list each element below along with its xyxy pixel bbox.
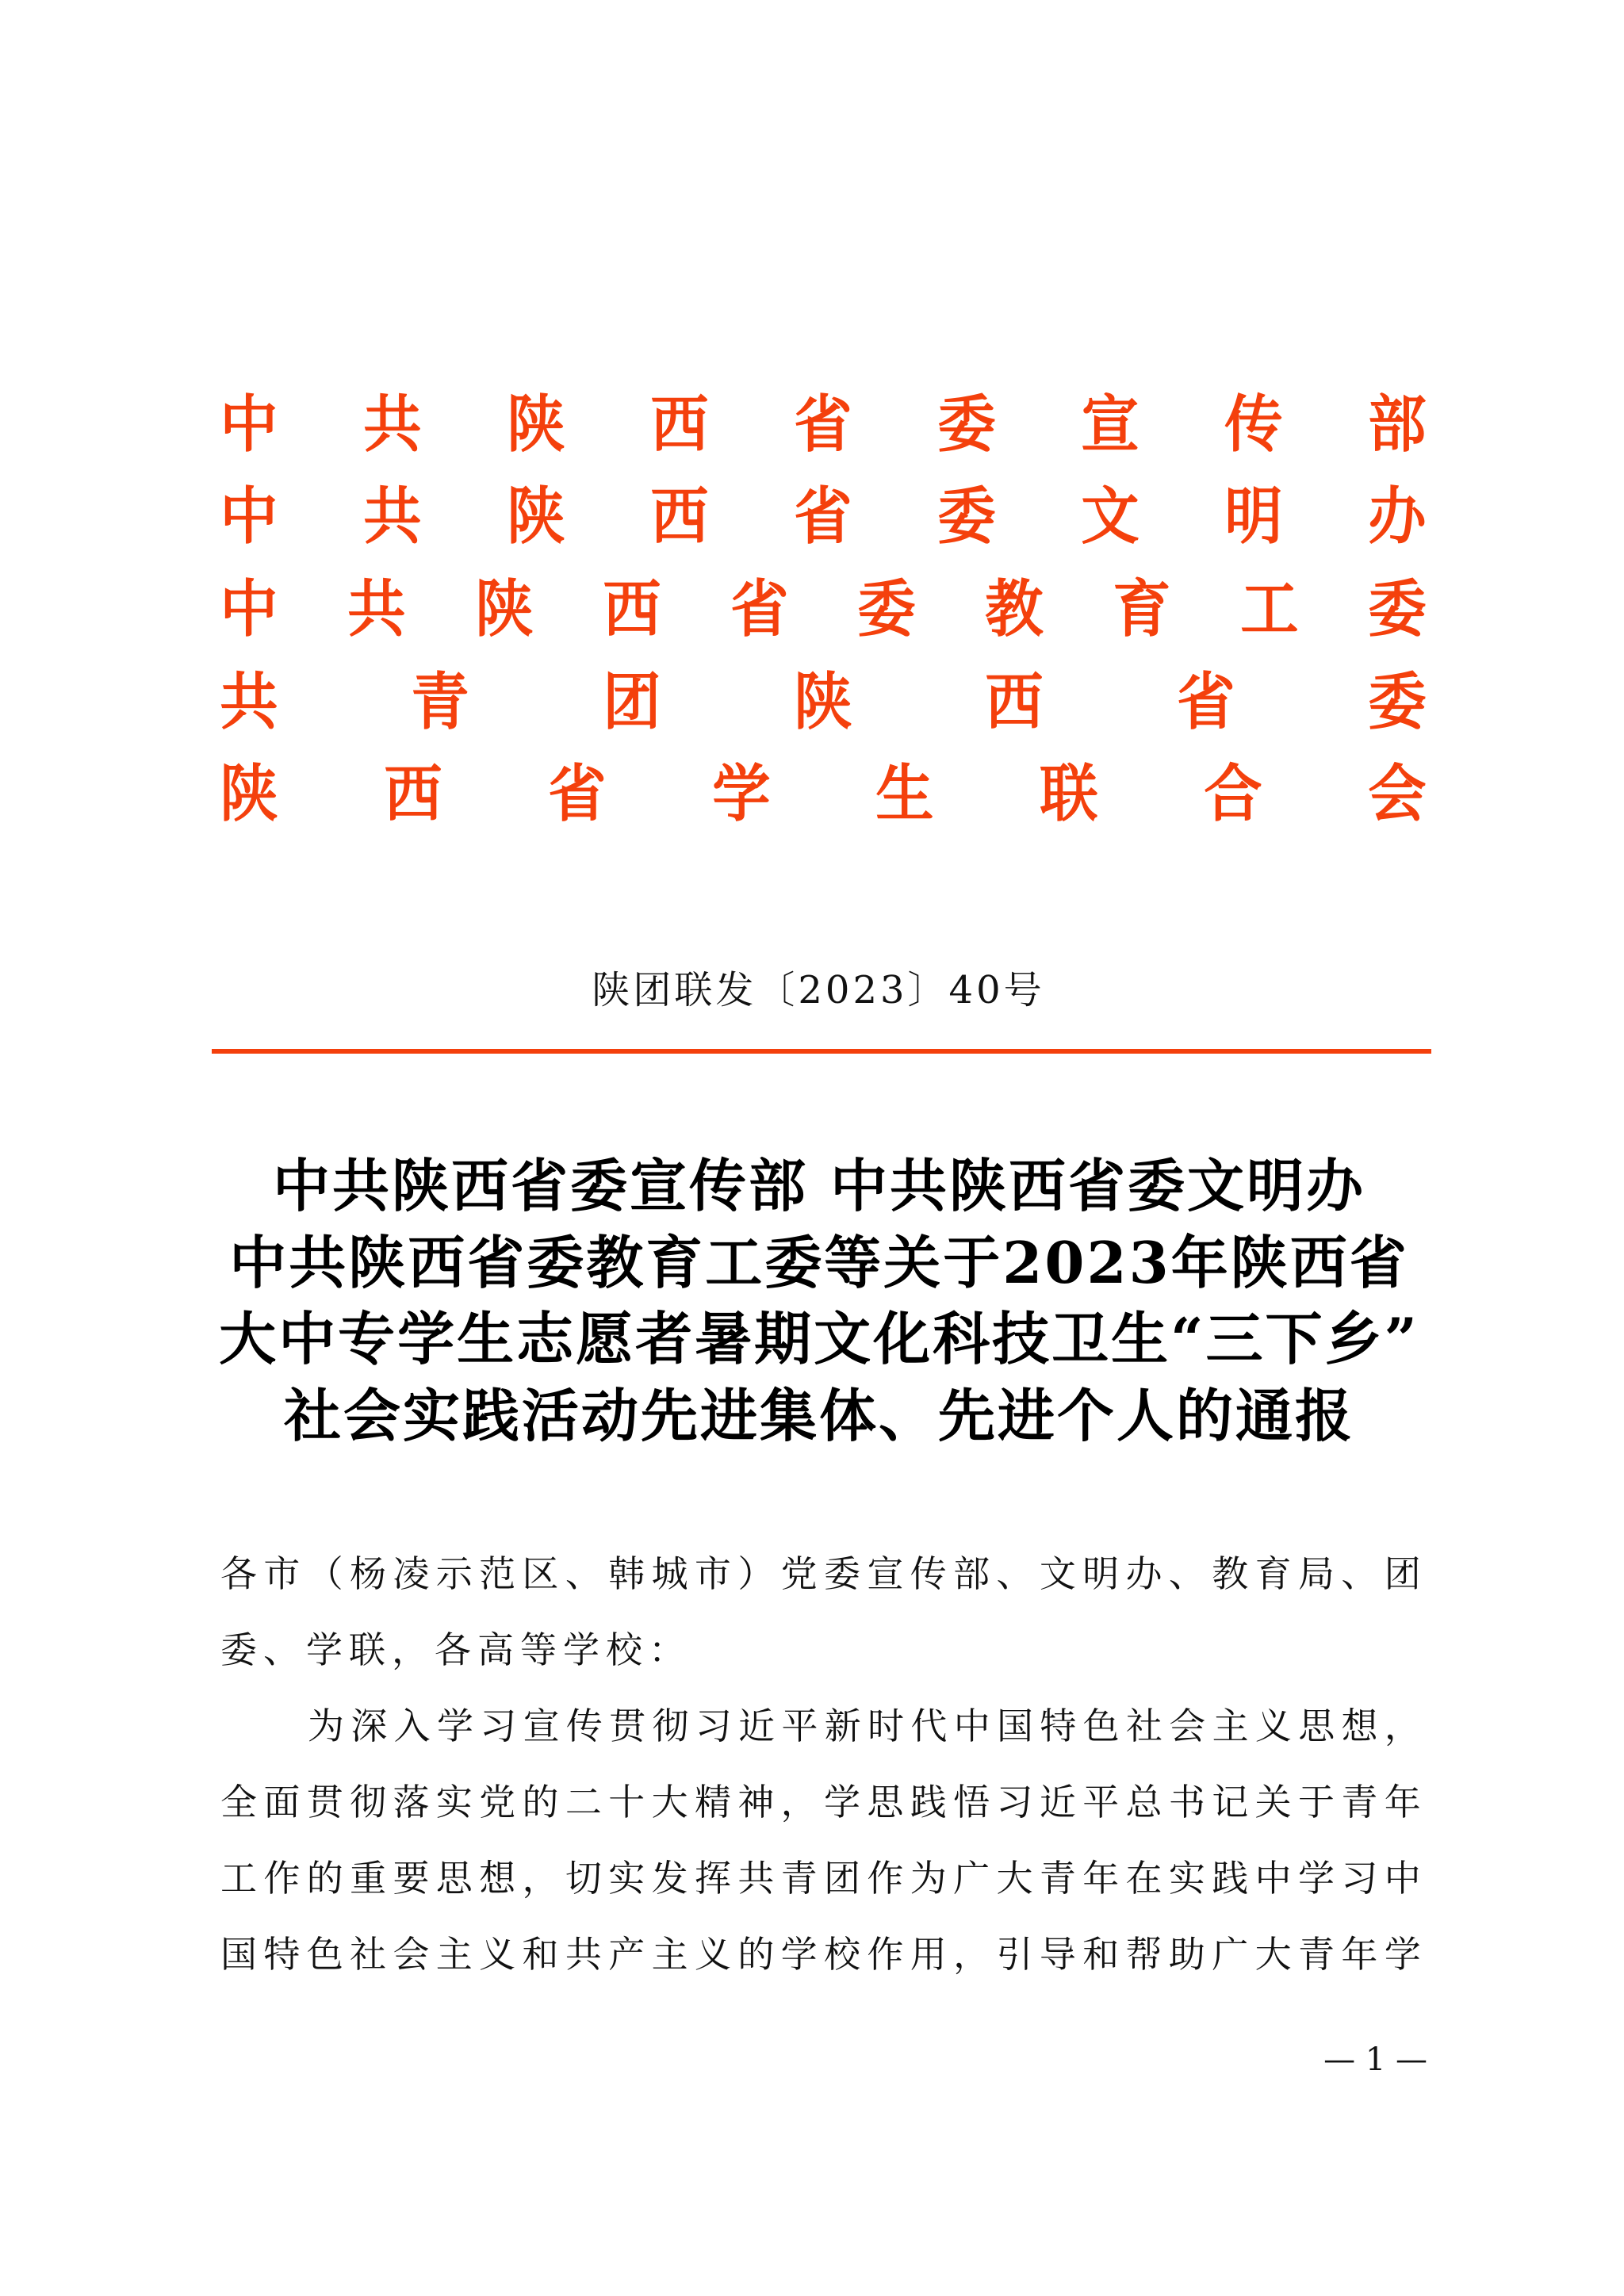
- body-glyph: 践: [1212, 1857, 1249, 1900]
- header-glyph: 联: [1040, 758, 1098, 830]
- body-glyph: （: [306, 1552, 343, 1595]
- body-glyph: 会: [393, 1933, 430, 1976]
- header-glyph: 办: [1368, 480, 1427, 553]
- body-glyph: 义: [694, 1933, 731, 1976]
- body-glyph: 新: [824, 1705, 861, 1747]
- body-glyph: 文: [1039, 1552, 1076, 1595]
- body-glyph: 悟: [953, 1781, 990, 1823]
- title-line-1: 中共陕西省委宣传部 中共陕西省委文明办: [272, 1152, 1366, 1219]
- header-glyph: 委: [937, 388, 996, 461]
- body-glyph: 助: [1168, 1933, 1205, 1976]
- body-glyph: 部: [953, 1552, 990, 1595]
- body-glyph: 杨: [350, 1552, 387, 1595]
- body-glyph: 广: [953, 1857, 990, 1900]
- body-glyph: 党: [479, 1781, 516, 1823]
- body-glyph: 特: [1040, 1705, 1077, 1747]
- header-glyph: 西: [985, 666, 1044, 738]
- body-glyph: 彻: [652, 1705, 689, 1747]
- body-glyph: 城: [651, 1552, 688, 1595]
- header-issuer-1: [218, 379, 1425, 471]
- header-glyph: 中: [220, 480, 278, 553]
- body-glyph: 想: [1341, 1705, 1378, 1747]
- body-glyph: 广: [1212, 1933, 1249, 1976]
- title-line-3: 大中专学生志愿者暑期文化科技卫生“三下乡”: [219, 1305, 1419, 1372]
- body-glyph: 习: [480, 1705, 517, 1747]
- title-line-2: 中共陕西省委教育工委等关于2023年陕西省: [229, 1229, 1409, 1296]
- body-glyph: 近: [738, 1705, 776, 1747]
- title-line-4: 社会实践活动先进集体、先进个人的通报: [283, 1382, 1354, 1449]
- body-glyph: 入: [393, 1705, 431, 1747]
- header-glyph: 陕: [474, 573, 534, 645]
- header-glyph: 文: [1081, 480, 1139, 553]
- body-glyph: 导: [1039, 1933, 1076, 1976]
- body-glyph: 的: [737, 1933, 775, 1976]
- header-glyph: 委: [1368, 666, 1427, 738]
- body-glyph: 习: [996, 1781, 1033, 1823]
- body-glyph: 产: [608, 1933, 645, 1976]
- body-glyph: 市: [263, 1552, 301, 1595]
- header-glyph: 团: [602, 666, 661, 738]
- paragraph-line-4: [220, 1916, 1421, 1992]
- body-glyph: 中: [1254, 1857, 1292, 1900]
- header-glyph: 省: [794, 480, 852, 553]
- header-glyph: 共: [363, 388, 422, 461]
- body-glyph: 、: [1341, 1552, 1378, 1595]
- body-glyph: 色: [306, 1933, 343, 1976]
- body-glyph: 思: [435, 1857, 473, 1900]
- body-glyph: 青: [1297, 1933, 1335, 1976]
- header-glyph: 委: [937, 480, 996, 553]
- body-glyph: 学: [436, 1705, 473, 1747]
- body-glyph: 作: [867, 1857, 904, 1900]
- body-glyph: 的: [306, 1857, 343, 1900]
- body-glyph: 传: [910, 1552, 947, 1595]
- body-glyph: 平: [1082, 1781, 1120, 1823]
- header-issuer-3: [218, 564, 1425, 656]
- body-glyph: 大: [996, 1857, 1033, 1900]
- body-glyph: 市: [694, 1552, 731, 1595]
- body-glyph: 校: [824, 1933, 861, 1976]
- header-glyph: 共: [220, 666, 278, 738]
- body-glyph: 平: [781, 1705, 818, 1747]
- page-number: — 1 —: [1323, 2042, 1427, 2078]
- body-glyph: 大: [1254, 1933, 1292, 1976]
- body-glyph: 明: [1082, 1552, 1120, 1595]
- document-number-text: 陕团联发〔2023〕40号: [592, 968, 1045, 1012]
- header-row: [218, 379, 1425, 471]
- body-glyph: 青: [1039, 1857, 1076, 1900]
- body-glyph: 委: [824, 1552, 861, 1595]
- body-glyph: 特: [263, 1933, 301, 1976]
- body-glyph: 韩: [608, 1552, 645, 1595]
- body-glyph: 共: [737, 1857, 775, 1900]
- body-glyph: 主: [435, 1933, 473, 1976]
- header-glyph: 生: [875, 758, 934, 830]
- body-glyph: 贯: [609, 1705, 646, 1747]
- body-glyph: 义: [479, 1933, 516, 1976]
- body-glyph: 国: [997, 1705, 1033, 1747]
- body-glyph: 习: [695, 1705, 732, 1747]
- body-glyph: 总: [1125, 1781, 1162, 1823]
- body-glyph: 落: [393, 1781, 430, 1823]
- body-glyph: 挥: [694, 1857, 731, 1900]
- body-glyph: 年: [1384, 1781, 1421, 1823]
- header-glyph: 陕: [507, 388, 565, 461]
- body-glyph: 、: [996, 1552, 1033, 1595]
- header-glyph: 省: [794, 388, 852, 461]
- body-glyph: 范: [479, 1552, 516, 1595]
- recipients-line-1: [220, 1536, 1421, 1612]
- header-glyph: 青: [411, 666, 469, 738]
- body-glyph: 年: [1082, 1857, 1120, 1900]
- body-glyph: 关: [1254, 1781, 1292, 1823]
- body-glyph: 社: [350, 1933, 387, 1976]
- body-glyph: 年: [1341, 1933, 1378, 1976]
- header-glyph: 陕: [220, 758, 278, 830]
- body-glyph: 局: [1297, 1552, 1335, 1595]
- body-glyph: 的: [522, 1781, 559, 1823]
- body-glyph: 习: [1341, 1857, 1378, 1900]
- header-glyph: 部: [1368, 388, 1427, 461]
- header-glyph: 陕: [794, 666, 852, 738]
- body-glyph: ）: [737, 1552, 775, 1595]
- body-glyph: 办: [1125, 1552, 1162, 1595]
- body-glyph: 团: [1384, 1552, 1421, 1595]
- header-glyph: 工: [1240, 573, 1299, 645]
- body-glyph: 各: [220, 1552, 257, 1595]
- body-glyph: 实: [608, 1857, 645, 1900]
- body-glyph: 面: [263, 1781, 301, 1823]
- body-glyph: 传: [565, 1705, 603, 1747]
- body-glyph: 主: [1212, 1705, 1249, 1747]
- body-glyph: 引: [996, 1933, 1033, 1976]
- header-glyph: 学: [711, 758, 771, 830]
- body-glyph: 切: [565, 1857, 602, 1900]
- body-glyph: 为: [910, 1857, 947, 1900]
- header-row: [218, 748, 1425, 840]
- body-glyph: 思: [1298, 1705, 1335, 1747]
- header-glyph: 中: [220, 573, 278, 645]
- header-glyph: 教: [985, 573, 1044, 645]
- body-glyph: 区: [522, 1552, 559, 1595]
- header-glyph: 西: [384, 758, 442, 830]
- body-glyph: 实: [1168, 1857, 1205, 1900]
- body-glyph: 帮: [1125, 1933, 1162, 1976]
- body-glyph: ，: [780, 1781, 818, 1823]
- body-glyph: 代: [910, 1705, 948, 1747]
- header-row: [218, 564, 1425, 656]
- body-glyph: 思: [867, 1781, 904, 1823]
- body-glyph: 践: [910, 1781, 947, 1823]
- body-glyph: 学: [1384, 1933, 1421, 1976]
- body-glyph: 党: [780, 1552, 818, 1595]
- body-glyph: ，: [953, 1933, 990, 1976]
- body-glyph: 共: [565, 1933, 602, 1976]
- body-glyph: 义: [1254, 1705, 1292, 1747]
- body-glyph: 记: [1212, 1781, 1249, 1823]
- body-glyph: 青: [1341, 1781, 1378, 1823]
- paragraph-line-2: [220, 1764, 1421, 1840]
- body-glyph: 中: [953, 1705, 990, 1747]
- body-glyph: 作: [867, 1933, 904, 1976]
- body-glyph: 在: [1125, 1857, 1162, 1900]
- body-glyph: 和: [522, 1933, 559, 1976]
- header-glyph: 西: [602, 573, 661, 645]
- body-glyph: 宣: [523, 1705, 560, 1747]
- header-row: [218, 656, 1425, 748]
- body-glyph: 凌: [393, 1552, 430, 1595]
- red-divider-rule: [212, 1049, 1431, 1054]
- body-glyph: 十: [608, 1781, 645, 1823]
- header-glyph: 省: [547, 758, 607, 830]
- body-glyph: 会: [1169, 1705, 1206, 1747]
- body-glyph: 学: [780, 1933, 818, 1976]
- header-glyph: 传: [1224, 388, 1283, 461]
- body-glyph: 大: [651, 1781, 688, 1823]
- body-glyph: 宣: [867, 1552, 904, 1595]
- header-glyph: 西: [650, 388, 709, 461]
- body-glyph: 青: [780, 1857, 818, 1900]
- document-number: [0, 966, 1624, 1014]
- header-glyph: 明: [1224, 480, 1283, 553]
- body-glyph: 全: [220, 1781, 257, 1823]
- body-glyph: 国: [220, 1933, 257, 1976]
- body-glyph: 实: [435, 1781, 473, 1823]
- body-glyph: 工: [220, 1857, 257, 1900]
- paragraph-line-1: [308, 1688, 1421, 1764]
- body-glyph: 和: [1082, 1933, 1120, 1976]
- header-glyph: 会: [1368, 758, 1427, 830]
- header-glyph: 委: [1368, 573, 1427, 645]
- body-glyph: 学: [824, 1781, 861, 1823]
- body-glyph: 教: [1212, 1552, 1249, 1595]
- header-glyph: 合: [1204, 758, 1262, 830]
- header-issuer-5: [218, 748, 1425, 840]
- recipients-line-2: 委、学联，各高等学校：: [220, 1628, 691, 1671]
- body-glyph: 精: [694, 1781, 731, 1823]
- header-issuer-4: [218, 656, 1425, 748]
- body-glyph: 用: [910, 1933, 947, 1976]
- body-glyph: 发: [651, 1857, 688, 1900]
- body-glyph: 主: [651, 1933, 688, 1976]
- body-glyph: 时: [868, 1705, 905, 1747]
- body-glyph: 为: [308, 1705, 344, 1747]
- body-glyph: 要: [393, 1857, 430, 1900]
- header-glyph: 中: [220, 388, 278, 461]
- body-glyph: 神: [737, 1781, 775, 1823]
- header-glyph: 省: [730, 573, 789, 645]
- header-issuer-2: [218, 471, 1425, 563]
- body-glyph: 二: [565, 1781, 602, 1823]
- body-glyph: 重: [350, 1857, 387, 1900]
- body-glyph: ，: [522, 1857, 559, 1900]
- body-glyph: 于: [1297, 1781, 1335, 1823]
- body-glyph: 作: [263, 1857, 301, 1900]
- paragraph-line-3: [220, 1840, 1421, 1916]
- header-glyph: 省: [1176, 666, 1235, 738]
- body-glyph: ，: [1384, 1705, 1421, 1747]
- body-glyph: 色: [1082, 1705, 1120, 1747]
- header-glyph: 西: [650, 480, 709, 553]
- body-glyph: 社: [1125, 1705, 1162, 1747]
- body-glyph: 示: [435, 1552, 473, 1595]
- header-glyph: 陕: [507, 480, 565, 553]
- body-glyph: 、: [1168, 1552, 1205, 1595]
- header-glyph: 宣: [1081, 388, 1139, 461]
- body-glyph: 想: [479, 1857, 516, 1900]
- body-glyph: 团: [824, 1857, 861, 1900]
- body-glyph: 、: [565, 1552, 602, 1595]
- body-glyph: 学: [1297, 1857, 1335, 1900]
- body-glyph: 中: [1384, 1857, 1421, 1900]
- body-glyph: 书: [1168, 1781, 1205, 1823]
- body-glyph: 育: [1254, 1552, 1292, 1595]
- header-glyph: 育: [1113, 573, 1171, 645]
- header-row: [218, 471, 1425, 563]
- body-glyph: 彻: [350, 1781, 387, 1823]
- body-glyph: 贯: [306, 1781, 343, 1823]
- header-glyph: 委: [857, 573, 916, 645]
- header-glyph: 共: [363, 480, 422, 553]
- body-glyph: 深: [350, 1705, 388, 1747]
- header-glyph: 共: [347, 573, 406, 645]
- body-glyph: 近: [1039, 1781, 1076, 1823]
